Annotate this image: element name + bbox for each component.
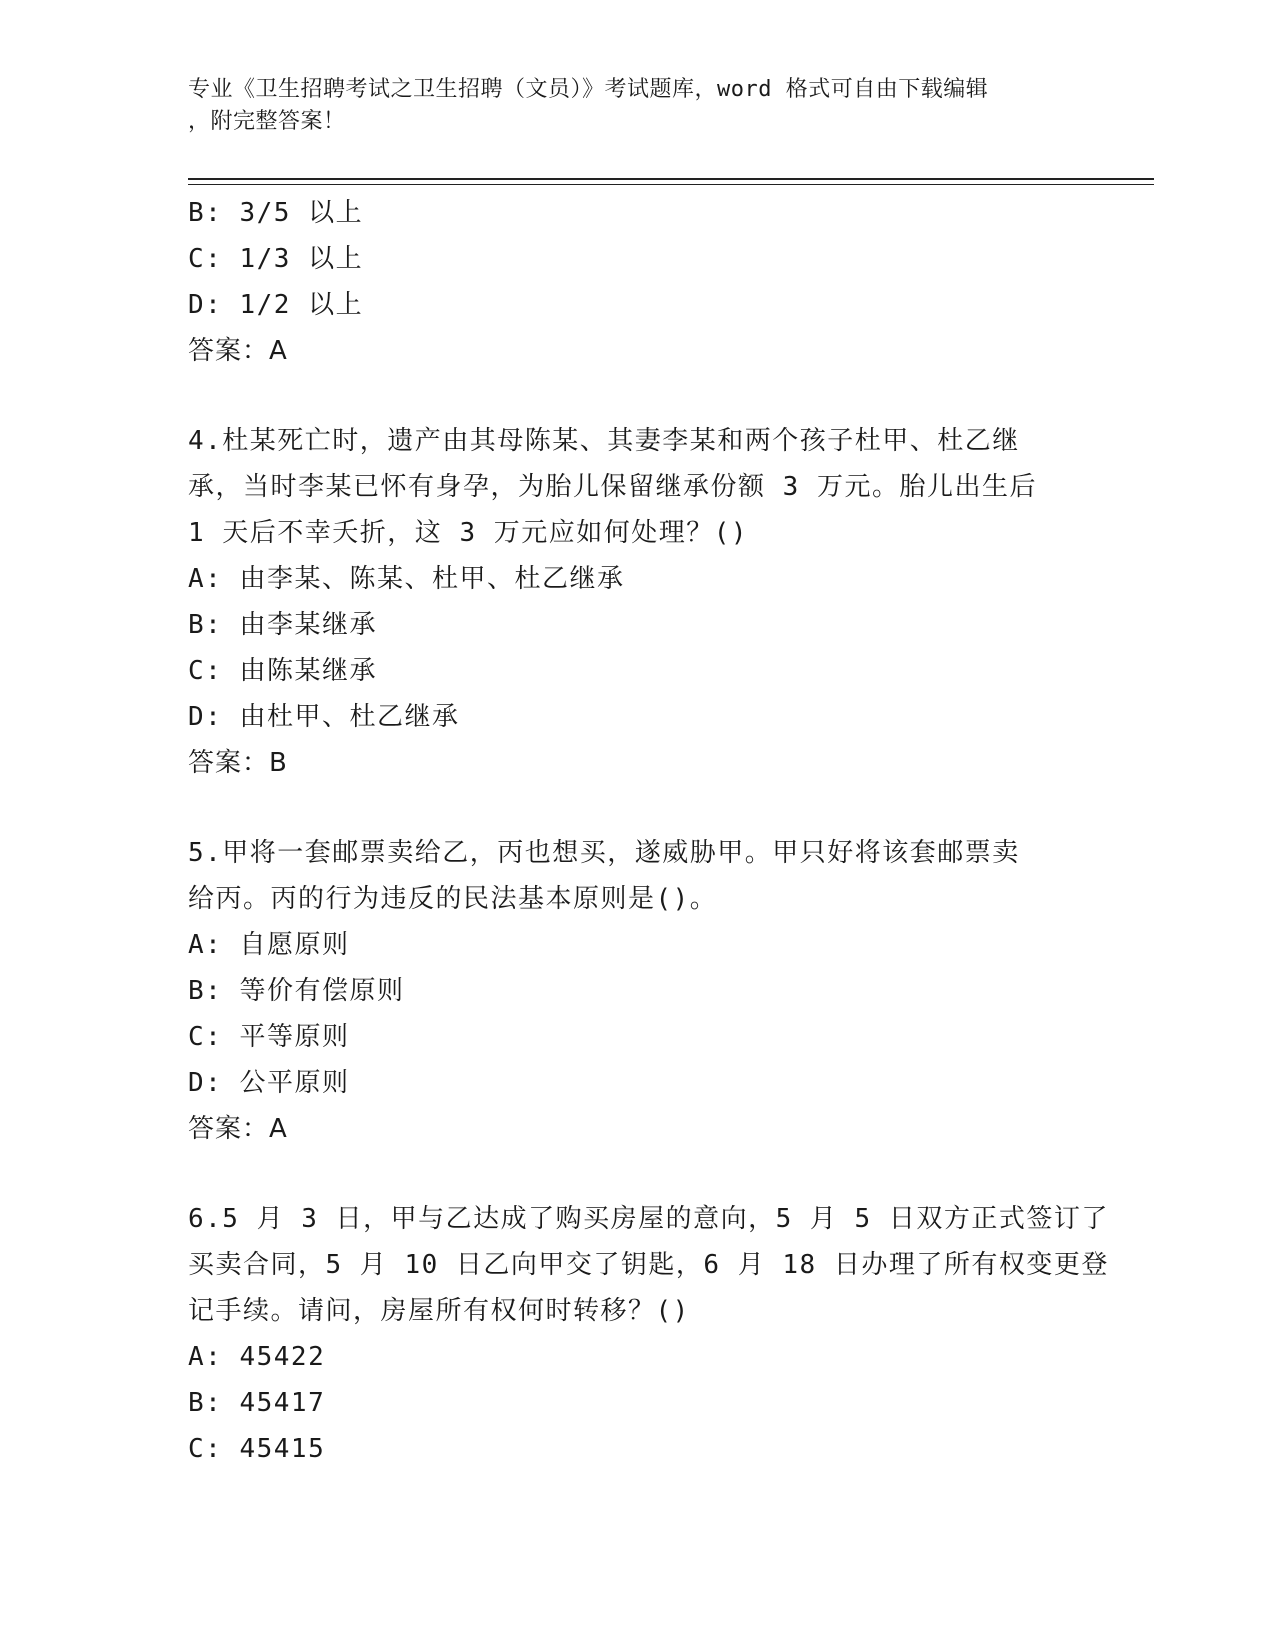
header-line-2: ，附完整答案！ <box>188 109 346 134</box>
question-stem-line: 记手续。请问，房屋所有权何时转移？() <box>188 1296 690 1326</box>
header-divider-thin <box>188 184 1154 185</box>
question-stem-line: 1 天后不幸夭折，这 3 万元应如何处理？() <box>188 518 749 548</box>
question-4 <box>188 418 1088 786</box>
answer-line: 答案：B <box>188 748 288 778</box>
question-stem-line: 5.甲将一套邮票卖给乙，丙也想买，遂威胁甲。甲只好将该套邮票卖 <box>188 838 1020 868</box>
option-d: D: 1/2 以上 <box>188 290 364 320</box>
option-d: D: 由杜甲、杜乙继承 <box>188 702 460 732</box>
question-list <box>188 190 1109 1472</box>
option-a: A: 45422 <box>188 1342 326 1372</box>
question-3 <box>188 190 1088 374</box>
option-b: B: 3/5 以上 <box>188 198 364 228</box>
option-b: B: 等价有偿原则 <box>188 976 405 1006</box>
question-stem-line: 6.5 月 3 日，甲与乙达成了购买房屋的意向，5 月 5 日双方正式签订了 <box>188 1204 1109 1234</box>
header-line-1: 专业《卫生招聘考试之卫生招聘（文员）》考试题库，word 格式可自由下载编辑 <box>188 77 989 102</box>
question-stem-line: 给丙。丙的行为违反的民法基本原则是()。 <box>188 884 718 914</box>
option-b: B: 由李某继承 <box>188 610 377 640</box>
question-5 <box>188 830 1088 1152</box>
question-stem-line: 4.杜某死亡时，遗产由其母陈某、其妻李某和两个孩子杜甲、杜乙继 <box>188 426 1020 456</box>
answer-line: 答案：A <box>188 336 288 366</box>
option-a: A: 由李某、陈某、杜甲、杜乙继承 <box>188 564 625 594</box>
option-b: B: 45417 <box>188 1388 326 1418</box>
header-divider-thick <box>188 178 1154 180</box>
question-stem-line: 承，当时李某已怀有身孕，为胎儿保留继承份额 3 万元。胎儿出生后 <box>188 472 1037 502</box>
option-c: C: 平等原则 <box>188 1022 350 1052</box>
question-stem-line: 买卖合同，5 月 10 日乙向甲交了钥匙，6 月 18 日办理了所有权变更登 <box>188 1250 1109 1280</box>
option-a: A: 自愿原则 <box>188 930 350 960</box>
option-d: D: 公平原则 <box>188 1068 350 1098</box>
document-header <box>188 74 1088 138</box>
option-c: C: 由陈某继承 <box>188 656 377 686</box>
answer-line: 答案：A <box>188 1114 288 1144</box>
option-c: C: 1/3 以上 <box>188 244 364 274</box>
option-c: C: 45415 <box>188 1434 326 1464</box>
question-6 <box>188 1196 1109 1472</box>
